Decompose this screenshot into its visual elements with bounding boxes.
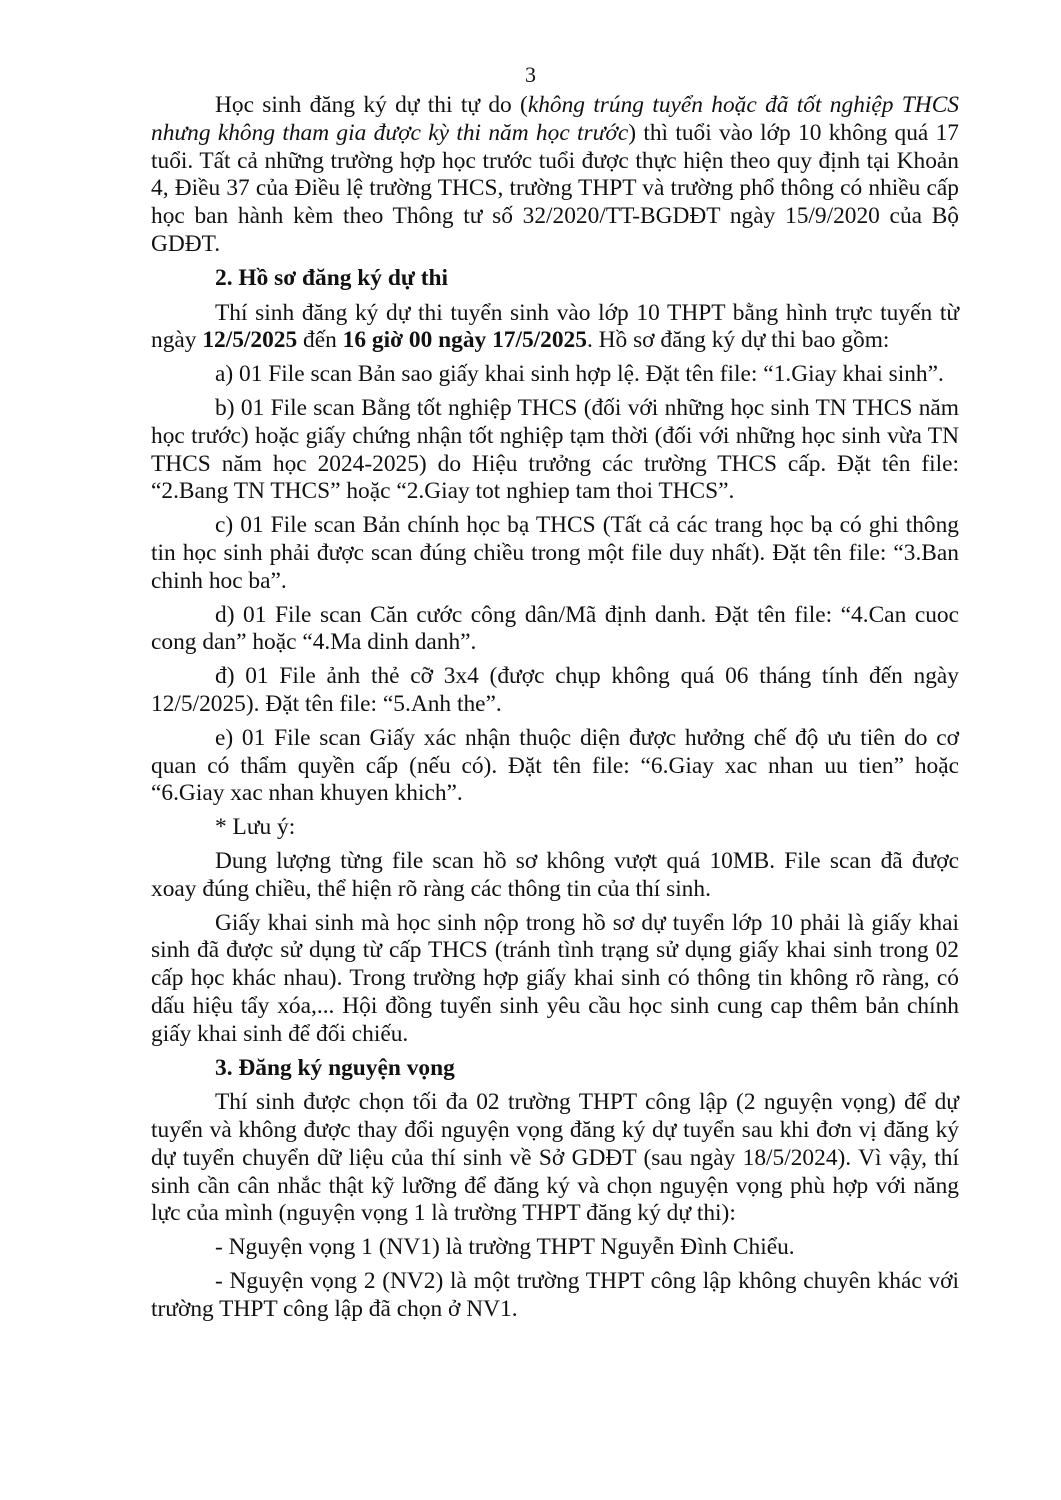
bold-date-start: 12/5/2025: [202, 327, 298, 354]
text-run: . Hồ sơ đăng ký dự thi bao gồm:: [586, 327, 890, 354]
note-paragraph-1: Dung lượng từng file scan hồ sơ không vượt quá 10MB. File scan đã được xoay đúng chiều, thể hiện rõ ràng các thông tin của thí sinh.: [151, 847, 959, 902]
list-item-dd: đ) 01 File ảnh thẻ cỡ 3x4 (được chụp không quá 06 tháng tính đến ngày 12/5/2025). Đặt tên file: “5.Anh the”.: [151, 663, 959, 717]
bold-date-end: 16 giờ 00 ngày 17/5/2025: [342, 327, 587, 354]
text-run: đến: [297, 327, 343, 354]
text-run: Thí sinh đăng ký dự thi tuyển sinh vào lớp 10 THPT bằng hình trực tuyến từ ngày: [151, 299, 959, 354]
text-run: ) thì tuổi vào lớp 10 không quá 17 tuổi. Tất cả những trường hợp học trước tuổi được thực hiện theo quy định tại Khoản 4, Điều 37 của Điều lệ trường THCS, trường THPT và trường phổ thông có nhiều cấp học ban hành kèm theo Thông tư số 32/2020/TT-BGDĐT ngày 15/9/2020 của Bộ GDĐT.: [151, 119, 959, 257]
list-item-a: a) 01 File scan Bản sao giấy khai sinh hợp lệ. Đặt tên file: “1.Giay khai sinh”.: [215, 361, 944, 388]
paragraph-registration-period: [151, 300, 959, 356]
list-item-e: e) 01 File scan Giấy xác nhận thuộc diện được hưởng chế độ ưu tiên do cơ quan có thẩm quyền cấp (nếu có). Đặt tên file: “6.Giay xac nhan uu tien” hoặc “6.Giay xac nhan khuyen khich”.: [151, 724, 959, 807]
note-label: * Lưu ý:: [215, 814, 296, 841]
list-item-b: b) 01 File scan Bằng tốt nghiệp THCS (đối với những học sinh TN THCS năm học trước) hoặc giấy chứng nhận tốt nghiệp tạm thời (đối với những học sinh vừa TN THCS năm học 2024-2025) do Hiệu trưởng các trường THCS cấp. Đặt tên file: “2.Bang TN THCS” hoặc “2.Giay tot nghiep tam thoi THCS”.: [151, 394, 959, 505]
section-heading-3: 3. Đăng ký nguyện vọng: [215, 1054, 455, 1081]
aspiration-2: - Nguyện vọng 2 (NV2) là một trường THPT công lập không chuyên khác với trường THPT công lập đã chọn ở NV1.: [151, 1268, 959, 1322]
note-paragraph-2: Giấy khai sinh mà học sinh nộp trong hồ sơ dự tuyển lớp 10 phải là giấy khai sinh đã được sử dụng từ cấp THCS (tránh tình trạng sử dụng giấy khai sinh trong 02 cấp học khác nhau). Trong trường hợp giấy khai sinh có thông tin không rõ ràng, có dấu hiệu tẩy xóa,... Hội đồng tuyển sinh yêu cầu học sinh cung cap thêm bản chính giấy khai sinh để đối chiếu.: [151, 909, 959, 1047]
aspiration-1: - Nguyện vọng 1 (NV1) là trường THPT Nguyễn Đình Chiểu.: [215, 1234, 795, 1261]
list-item-d: d) 01 File scan Căn cước công dân/Mã định danh. Đặt tên file: “4.Can cuoc cong dan” hoặc “4.Ma dinh danh”.: [151, 601, 959, 656]
document-body: [151, 92, 959, 1330]
list-item-c: c) 01 File scan Bản chính học bạ THCS (Tất cả các trang học bạ có ghi thông tin học sinh phải được scan đúng chiều trong một file duy nhất). Đặt tên file: “3.Ban chinh hoc ba”.: [151, 512, 959, 594]
paragraph-aspirations: Thí sinh được chọn tối đa 02 trường THPT công lập (2 nguyện vọng) để dự tuyển và không được thay đổi nguyện vọng đăng ký dự tuyển sau khi đơn vị đăng ký dự tuyển chuyển dữ liệu của thí sinh về Sở GDĐT (sau ngày 18/5/2024). Vì vậy, thí sinh cần cân nhắc thật kỹ lưỡng để đăng ký và chọn nguyện vọng phù hợp với năng lực của mình (nguyện vọng 1 là trường THPT đăng ký dự thi):: [151, 1089, 959, 1227]
paragraph-free-candidates: [151, 92, 959, 259]
section-heading-2: 2. Hồ sơ đăng ký dự thi: [215, 264, 449, 291]
page-number: 3: [525, 62, 536, 87]
text-run: Học sinh đăng ký dự thi tự do (: [215, 92, 528, 118]
italic-text-run: không trúng tuyển hoặc đã tốt nghiệp THCS nhưng không tham gia được kỳ thi năm học trước: [151, 92, 959, 146]
